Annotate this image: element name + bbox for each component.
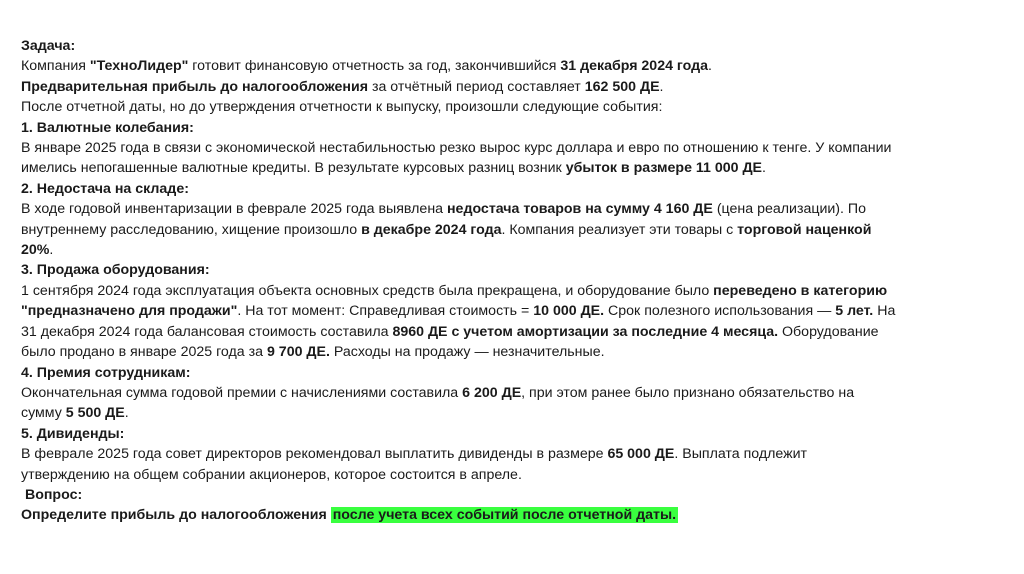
intro-text: . bbox=[708, 58, 712, 75]
event-text: . На тот момент: Справедливая стоимость = bbox=[237, 303, 534, 320]
event-text: 1 сентября 2024 года эксплуатация объекта основных средств была прекращена, и оборудование было bbox=[21, 282, 714, 299]
event-text: . Выплата подлежит bbox=[674, 446, 808, 463]
event-amount: недостача товаров на сумму 4 160 ДЕ bbox=[446, 201, 713, 218]
event-text: , при этом ранее было признано обязательство на bbox=[521, 384, 855, 401]
intro-line-3: После отчетной даты, но до утверждения отчетности к выпуску, произошли следующие события: bbox=[21, 99, 663, 116]
event-text: имелись непогашенные валютные кредиты. В результате курсовых разниц возник bbox=[21, 160, 566, 177]
event-5-heading bbox=[21, 424, 1006, 444]
event-1-line-2 bbox=[21, 158, 1006, 178]
event-text: Окончательная сумма годовой премии с начислениями составила bbox=[21, 384, 463, 401]
task-document bbox=[21, 36, 1006, 526]
event-2-line-3 bbox=[21, 240, 1006, 260]
event-2-heading bbox=[21, 179, 1006, 199]
event-emphasis: "предназначено для продажи" bbox=[21, 303, 238, 320]
event-3-heading bbox=[21, 260, 1006, 280]
event-amount: убыток в размере 11 000 ДЕ bbox=[565, 160, 763, 177]
event-4-line-2 bbox=[21, 403, 1006, 423]
event-text: Расходы на продажу — незначительные. bbox=[329, 344, 605, 361]
task-title bbox=[21, 36, 1006, 56]
event-emphasis: 5 лет. bbox=[835, 303, 874, 320]
event-2-line-2 bbox=[21, 220, 1006, 240]
event-text: . bbox=[762, 160, 766, 177]
event-3-line-2 bbox=[21, 301, 1006, 321]
event-text: В ходе годовой инвентаризации в феврале 2025 года выявлена bbox=[21, 201, 447, 218]
question-heading bbox=[21, 485, 1006, 505]
event-amount: 5 500 ДЕ bbox=[65, 405, 125, 422]
event-text: Срок полезного использования — bbox=[604, 303, 836, 320]
event-emphasis: переведено в категорию bbox=[713, 282, 888, 299]
profit-value: 162 500 ДЕ bbox=[584, 78, 660, 95]
event-heading: 1. Валютные колебания: bbox=[21, 119, 194, 136]
event-2-line-1 bbox=[21, 199, 1006, 219]
event-1-line-1: В январе 2025 года в связи с экономической нестабильностью резко вырос курс доллара и евро по отношению к тенге. У компании bbox=[21, 140, 892, 157]
event-text: внутреннему расследованию, хищение произошло bbox=[21, 221, 362, 238]
event-5-line-2: утверждению на общем собрании акционеров, которое состоится в апреле. bbox=[21, 466, 522, 483]
profit-label: Предварительная прибыль до налогообложения bbox=[21, 78, 369, 95]
event-4-heading bbox=[21, 363, 1006, 383]
event-text: 31 декабря 2024 года балансовая стоимость составила bbox=[21, 323, 393, 340]
event-4-line-1 bbox=[21, 383, 1006, 403]
event-heading: 2. Недостача на складе: bbox=[21, 180, 189, 197]
question-line bbox=[21, 505, 1006, 525]
task-title-text: Задача: bbox=[21, 38, 76, 54]
event-amount: 65 000 ДЕ bbox=[607, 446, 675, 463]
event-3-line-3 bbox=[21, 322, 1006, 342]
markup-label: торговой наценкой bbox=[737, 221, 872, 238]
event-amount: 10 000 ДЕ. bbox=[533, 303, 605, 320]
event-3-line-1 bbox=[21, 281, 1006, 301]
company-name: "ТехноЛидер" bbox=[89, 58, 189, 75]
report-date: 31 декабря 2024 года bbox=[560, 58, 709, 75]
markup-value: 20% bbox=[21, 242, 50, 259]
event-heading: 3. Продажа оборудования: bbox=[21, 262, 210, 279]
intro-text: за отчётный период составляет bbox=[368, 78, 585, 95]
event-amount: 8960 ДЕ с учетом амортизации за последние 4 месяца. bbox=[392, 323, 779, 340]
event-text: . bbox=[124, 405, 129, 422]
event-text: На bbox=[873, 303, 896, 320]
intro-line-2 bbox=[21, 77, 1006, 97]
event-text: (цена реализации). По bbox=[712, 201, 867, 218]
event-heading: 4. Премия сотрудникам: bbox=[21, 364, 191, 381]
intro-text: готовит финансовую отчетность за год, закончившийся bbox=[188, 58, 561, 75]
intro-line-1 bbox=[21, 56, 1006, 76]
event-date: в декабре 2024 года bbox=[361, 221, 502, 238]
event-heading: 5. Дивиденды: bbox=[21, 425, 125, 442]
question-text: Определите прибыль до налогообложения bbox=[21, 507, 331, 524]
event-amount: 9 700 ДЕ. bbox=[266, 344, 330, 361]
event-text: было продано в январе 2025 года за bbox=[21, 344, 267, 361]
intro-text: . bbox=[659, 78, 664, 95]
question-highlight: после учета всех событий после отчетной даты. bbox=[332, 507, 677, 524]
event-amount: 6 200 ДЕ bbox=[462, 384, 522, 401]
event-text: В феврале 2025 года совет директоров рекомендовал выплатить дивиденды в размере bbox=[21, 446, 608, 463]
event-text: сумму bbox=[21, 405, 66, 422]
question-heading-text: Вопрос: bbox=[21, 486, 83, 503]
event-5-line-1 bbox=[21, 444, 1006, 464]
event-3-line-4 bbox=[21, 342, 1006, 362]
event-text: . Компания реализует эти товары с bbox=[501, 221, 738, 238]
event-text: . bbox=[49, 242, 54, 259]
intro-text: Компания bbox=[21, 58, 90, 75]
event-text: Оборудование bbox=[778, 323, 879, 340]
event-1-heading bbox=[21, 118, 1006, 138]
